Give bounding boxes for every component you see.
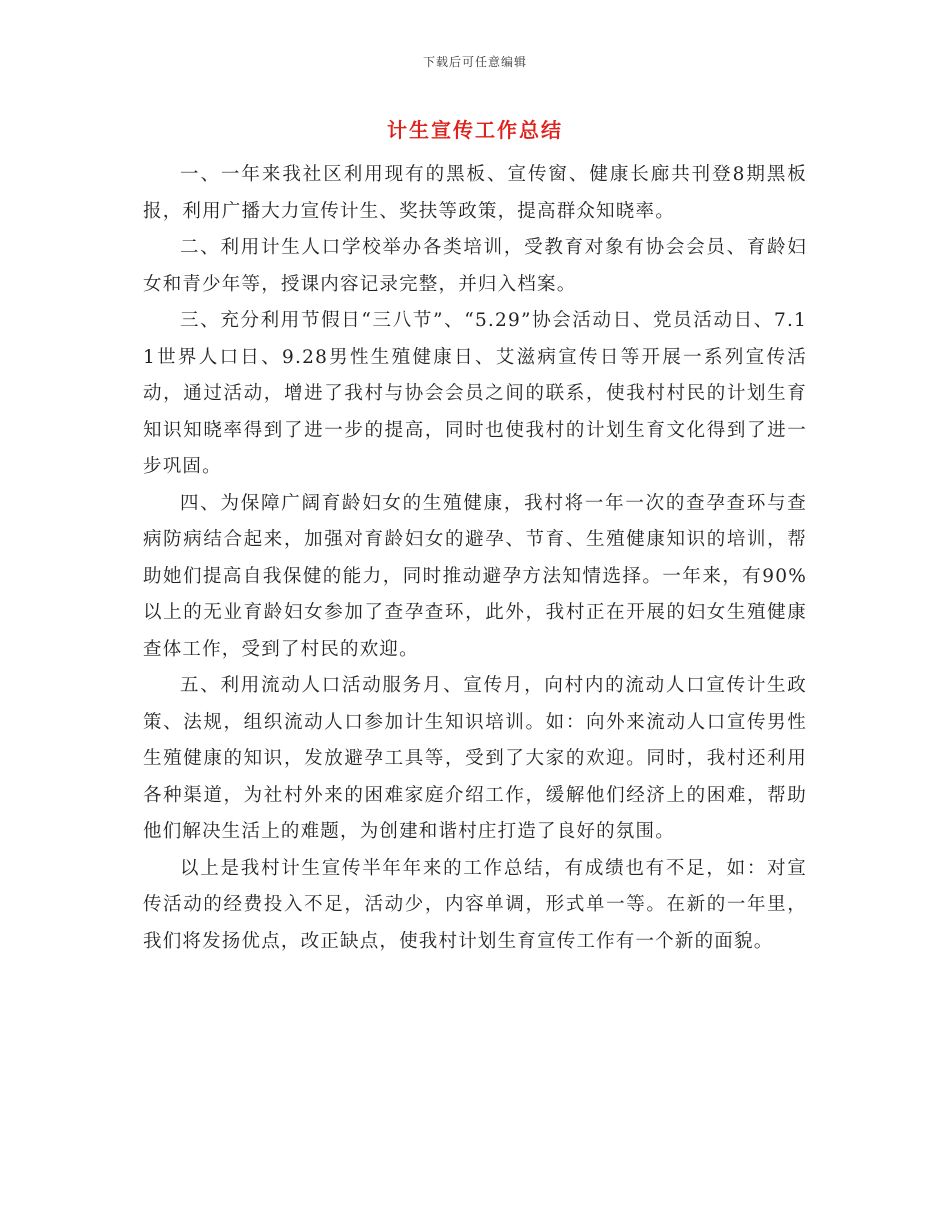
paragraph-4: 四、为保障广阔育龄妇女的生殖健康，我村将一年一次的查孕查环与查病防病结合起来，加强对育龄妇女的避孕、节育、生殖健康知识的培训，帮助她们提高自我保健的能力，同时推动避孕方法知情选择。一年来，有90%以上的无业育龄妇女参加了查孕查环，此外，我村正在开展的妇女生殖健康查体工作，受到了村民的欢迎。 <box>143 492 807 660</box>
paragraph-1: 一、一年来我社区利用现有的黑板、宣传窗、健康长廊共刊登8期黑板报，利用广播大力宣传计生、奖扶等政策，提高群众知晓率。 <box>143 164 807 222</box>
header-note: 下载后可任意编辑 <box>422 55 527 69</box>
paragraph-6: 以上是我村计生宣传半年年来的工作总结，有成绩也有不足，如：对宣传活动的经费投入不足，活动少，内容单调，形式单一等。在新的一年里，我们将发扬优点，改正缺点，使我村计划生育宣传工作有一个新的面貌。 <box>143 857 807 952</box>
document-body <box>143 157 807 960</box>
paragraph-3: 三、充分利用节假日“三八节”、“5.29”协会活动日、党员活动日、7.11世界人口日、9.28男性生殖健康日、艾滋病宣传日等开展一系列宣传活动，通过活动，增进了我村与协会会员之间的联系，使我村村民的计划生育知识知晓率得到了进一步的提高，同时也使我村的计划生育文化得到了进一步巩固。 <box>143 310 807 477</box>
document-title: 计生宣传工作总结 <box>387 118 563 142</box>
paragraph-5: 五、利用流动人口活动服务月、宣传月，向村内的流动人口宣传计生政策、法规，组织流动人口参加计生知识培训。如：向外来流动人口宣传男性生殖健康的知识，发放避孕工具等，受到了大家的欢迎。同时，我村还利用各种渠道，为社村外来的困难家庭介绍工作，缓解他们经济上的困难，帮助他们解决生活上的难题，为创建和谐村庄打造了良好的氛围。 <box>143 675 807 842</box>
paragraph-2: 二、利用计生人口学校举办各类培训，受教育对象有协会会员、育龄妇女和青少年等，授课内容记录完整，并归入档案。 <box>143 237 807 295</box>
